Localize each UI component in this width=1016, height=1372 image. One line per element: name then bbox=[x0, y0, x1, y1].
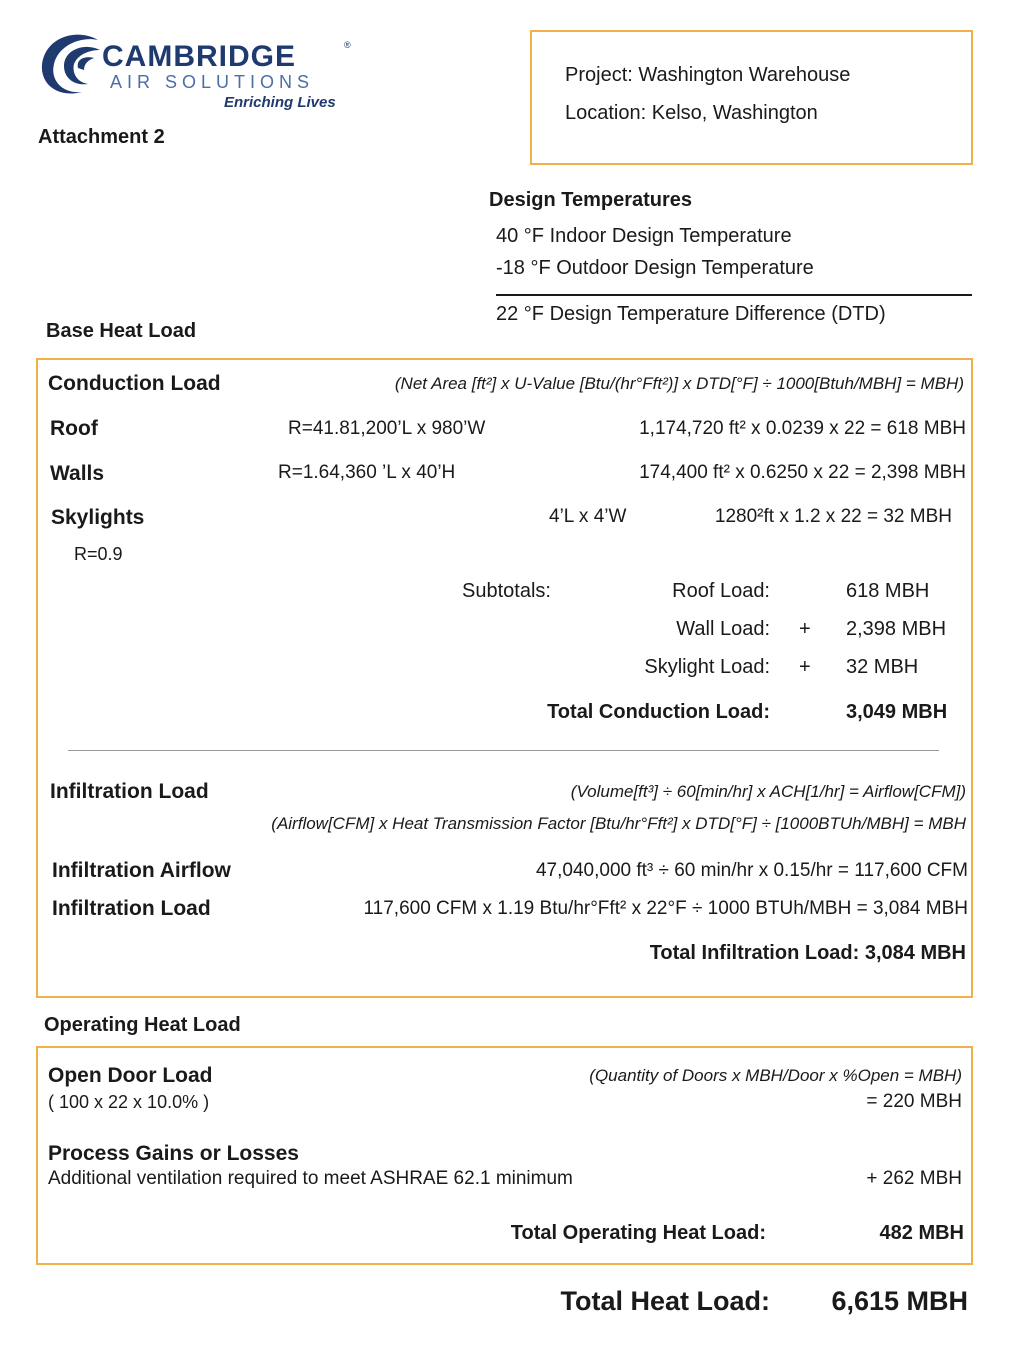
process-value: + 262 MBH bbox=[866, 1168, 962, 1189]
walls-dims: R=1.64,360 ’L x 40’H bbox=[278, 462, 456, 483]
wall-load-value: 2,398 MBH bbox=[846, 618, 947, 640]
process-title: Process Gains or Losses bbox=[48, 1142, 299, 1165]
roof-load-value: 618 MBH bbox=[846, 580, 930, 602]
roof-calc: 1,174,720 ft² x 0.0239 x 22 = 618 MBH bbox=[639, 418, 966, 439]
conduction-load-title: Conduction Load bbox=[48, 372, 221, 395]
roof-dims: R=41.81,200’L x 980’W bbox=[288, 418, 486, 439]
design-temps-title: Design Temperatures bbox=[489, 189, 693, 211]
logo-name: CAMBRIDGE bbox=[102, 40, 296, 73]
section-divider bbox=[68, 750, 939, 751]
total-operating-value: 482 MBH bbox=[879, 1222, 964, 1244]
wall-load-label: Wall Load: bbox=[676, 618, 770, 640]
infiltration-load-label: Infiltration Load bbox=[52, 897, 211, 920]
project-box bbox=[530, 30, 973, 165]
skylights-dims: 4’L x 4’W bbox=[549, 506, 627, 527]
operating-heat-load-title: Operating Heat Load bbox=[44, 1014, 241, 1036]
logo-subtitle: AIR SOLUTIONS bbox=[110, 72, 315, 92]
temp-difference: 22 °F Design Temperature Difference (DTD) bbox=[496, 303, 886, 325]
grand-total-label: Total Heat Load: bbox=[560, 1286, 770, 1316]
infiltration-load-title: Infiltration Load bbox=[50, 780, 209, 803]
subtotals-label: Subtotals: bbox=[462, 580, 551, 602]
attachment-label: Attachment 2 bbox=[38, 126, 165, 148]
infiltration-formula-1: (Volume[ft³] ÷ 60[min/hr] x ACH[1/hr] = Airflow[CFM]) bbox=[570, 782, 966, 801]
roof-load-label: Roof Load: bbox=[672, 580, 770, 602]
skylight-load-value: 32 MBH bbox=[846, 656, 919, 678]
wall-load-operator: + bbox=[799, 618, 811, 640]
project-name: Project: Washington Warehouse bbox=[565, 64, 851, 86]
skylights-r-value: R=0.9 bbox=[74, 544, 123, 564]
logo-swoosh-icon bbox=[38, 28, 108, 98]
open-door-detail: ( 100 x 22 x 10.0% ) bbox=[48, 1092, 210, 1112]
project-location: Location: Kelso, Washington bbox=[565, 102, 818, 124]
logo-tagline: Enriching Lives bbox=[224, 94, 336, 111]
total-conduction-value: 3,049 MBH bbox=[846, 701, 948, 723]
infiltration-airflow-label: Infiltration Airflow bbox=[52, 859, 231, 882]
infiltration-formula-2: (Airflow[CFM] x Heat Transmission Factor [Btu/hr°Fft²] x DTD[°F] ÷ [1000BTUh/MBH] = MBH bbox=[271, 814, 966, 833]
roof-label: Roof bbox=[50, 417, 98, 440]
process-detail: Additional ventilation required to meet ASHRAE 62.1 minimum bbox=[48, 1168, 573, 1189]
grand-total-value: 6,615 MBH bbox=[831, 1286, 968, 1316]
logo-registered-mark: ® bbox=[344, 40, 351, 50]
infiltration-airflow-calc: 47,040,000 ft³ ÷ 60 min/hr x 0.15/hr = 117,600 CFM bbox=[535, 860, 968, 881]
skylight-load-operator: + bbox=[799, 656, 811, 678]
open-door-formula: (Quantity of Doors x MBH/Door x %Open = MBH) bbox=[589, 1066, 962, 1085]
total-conduction-label: Total Conduction Load: bbox=[547, 701, 770, 723]
total-operating-label: Total Operating Heat Load: bbox=[510, 1222, 766, 1244]
skylights-calc: 1280²ft x 1.2 x 22 = 32 MBH bbox=[714, 506, 952, 527]
temp-divider bbox=[496, 294, 972, 296]
infiltration-load-calc: 117,600 CFM x 1.19 Btu/hr°Fft² x 22°F ÷ 1000 BTUh/MBH = 3,084 MBH bbox=[363, 898, 968, 919]
outdoor-temp: -18 °F Outdoor Design Temperature bbox=[496, 257, 814, 279]
open-door-value: = 220 MBH bbox=[866, 1091, 962, 1112]
skylight-load-label: Skylight Load: bbox=[644, 656, 770, 678]
walls-calc: 174,400 ft² x 0.6250 x 22 = 2,398 MBH bbox=[639, 462, 966, 483]
walls-label: Walls bbox=[50, 462, 105, 485]
skylights-label: Skylights bbox=[51, 506, 145, 529]
indoor-temp: 40 °F Indoor Design Temperature bbox=[496, 225, 792, 247]
base-heat-load-title: Base Heat Load bbox=[46, 320, 197, 342]
company-logo bbox=[38, 28, 358, 118]
conduction-formula: (Net Area [ft²] x U-Value [Btu/(hr°Fft²)] x DTD[°F] ÷ 1000[Btuh/MBH] = MBH) bbox=[394, 374, 964, 393]
total-infiltration: Total Infiltration Load: 3,084 MBH bbox=[649, 942, 966, 964]
open-door-title: Open Door Load bbox=[48, 1064, 213, 1087]
